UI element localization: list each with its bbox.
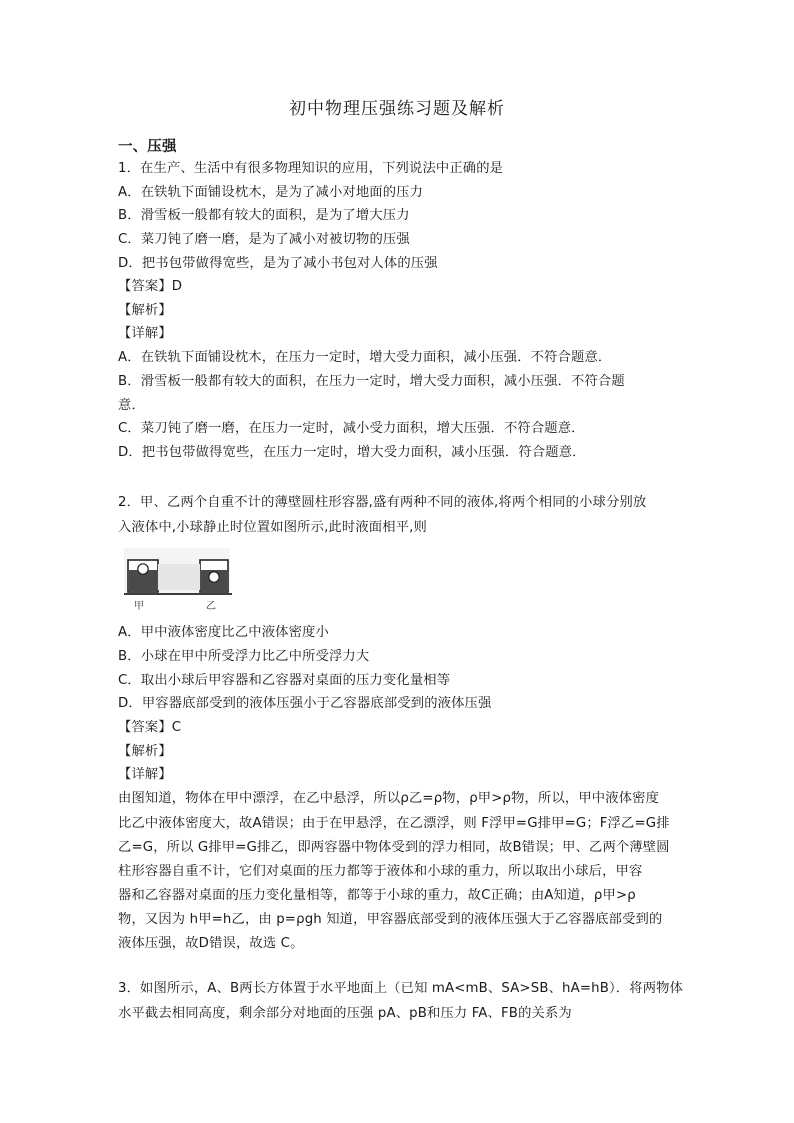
q1-explain-line: A．在铁轨下面铺设枕木，在压力一定时，增大受力面积，减小压强．不符合题意．: [118, 350, 612, 365]
q1-stem: 1．在生产、生活中有很多物理知识的应用，下列说法中正确的是: [118, 161, 504, 176]
q1-option-a: A．在铁轨下面铺设枕木，是为了减小对地面的压力: [118, 185, 424, 200]
q1-explain-line: B．滑雪板一般都有较大的面积，在压力一定时，增大受力面积，减小压强．不符合题: [118, 374, 625, 389]
label-yi: 乙: [206, 601, 216, 612]
q1-detail-label: 【详解】: [118, 326, 172, 341]
q2-analysis-label: 【解析】: [118, 744, 172, 759]
q2-explain-line: 物，又因为 h甲=h乙，由 p=ρgh 知道，甲容器底部受到的液体压强大于乙容器底部受到的: [118, 912, 663, 927]
ball-jia: [138, 564, 148, 574]
q2-answer: 【答案】C: [118, 720, 182, 735]
q1-analysis-label: 【解析】: [118, 303, 172, 318]
q2-explain-line: 比乙中液体密度大，故A错误；由于在甲悬浮，在乙漂浮，则 F浮甲=G排甲=G；F浮乙=G排: [118, 816, 670, 831]
q1-explain-line: D．把书包带做得宽些，在压力一定时，增大受力面积，减小压强．符合题意．: [118, 445, 586, 460]
q2-option-d: D．甲容器底部受到的液体压强小于乙容器底部受到的液体压强: [118, 696, 492, 711]
q2-option-a: A．甲中液体密度比乙中液体密度小: [118, 625, 329, 640]
q2-explain-line: 柱形容器自重不计，它们对桌面的压力都等于液体和小球的重力，所以取出小球后，甲容: [118, 864, 643, 879]
ball-yi: [209, 572, 219, 582]
q1-option-d: D．把书包带做得宽些，是为了减小书包对人体的压强: [118, 256, 438, 271]
q2-explain-line: 器和乙容器对桌面的压力变化量相等，都等于小球的重力，故C正确；由A知道，ρ甲>ρ: [118, 888, 636, 903]
q2-explain-line: 由图知道，物体在甲中漂浮，在乙中悬浮，所以ρ乙=ρ物，ρ甲>ρ物，所以，甲中液体密度: [118, 791, 660, 806]
q2-option-b: B．小球在甲中所受浮力比乙中所受浮力大: [118, 649, 370, 664]
q1-option-b: B．滑雪板一般都有较大的面积，是为了增大压力: [118, 208, 410, 223]
containers-diagram: [124, 546, 234, 616]
section-heading: 一、压强: [118, 139, 177, 155]
q2-explain-line: 乙=G，所以 G排甲=G排乙，即两容器中物体受到的浮力相同，故B错误；甲、乙两个薄壁圆: [118, 840, 670, 855]
page-title: 初中物理压强练习题及解析: [289, 99, 505, 119]
label-jia: 甲: [134, 601, 144, 612]
q2-stem-line: 入液体中,小球静止时位置如图所示,此时液面相平,则: [118, 520, 427, 535]
q2-explain-line: 液体压强，故D错误，故选 C。: [118, 936, 304, 951]
q1-answer: 【答案】D: [118, 279, 183, 294]
q2-containers-figure: [124, 546, 234, 620]
q2-option-c: C．取出小球后甲容器和乙容器对桌面的压力变化量相等: [118, 673, 451, 688]
q3-stem-line: 3．如图所示，A、B两长方体置于水平地面上（已知 mA<mB、SA>SB、hA=hB）．将两物体: [118, 981, 684, 996]
q2-stem-line: 2．甲、乙两个自重不计的薄壁圆柱形容器,盛有两种不同的液体,将两个相同的小球分别放: [118, 495, 647, 510]
q1-explain-line: C．菜刀钝了磨一磨，在压力一定时，减小受力面积，增大压强．不符合题意．: [118, 421, 585, 436]
q1-option-c: C．菜刀钝了磨一磨，是为了减小对被切物的压强: [118, 232, 410, 247]
q3-stem-line: 水平截去相同高度，剩余部分对地面的压强 pA、pB和压力 FA、FB的关系为: [118, 1006, 572, 1021]
q2-detail-label: 【详解】: [118, 767, 172, 782]
q1-explain-line: 意．: [118, 398, 145, 413]
